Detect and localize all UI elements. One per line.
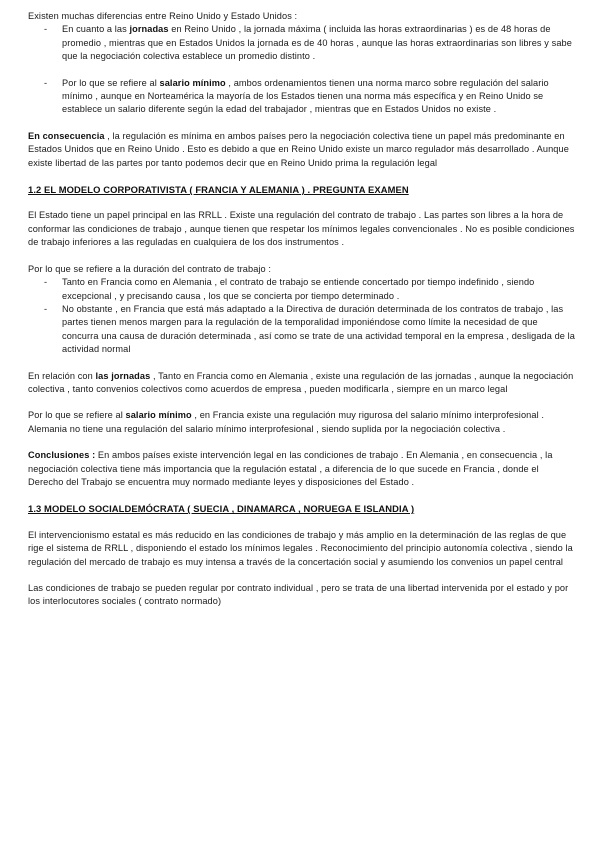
duracion-list [28, 276, 576, 356]
condiciones-paragraph: Las condiciones de trabajo se pueden regular por contrato individual , pero se trata de una libertad intervenida por el estado y por los interlocutores sociales ( contrato normado) [28, 583, 569, 607]
salario-paragraph: Por lo que se refiere al salario mínimo , en Francia existe una regulación muy rigurosa del salario mínimo interprofesional . Alemania no tiene una regulación del salario mínimo interprofesional , siendo suplida por la negociación colectiva . [28, 410, 545, 434]
list-item: - Tanto en Francia como en Alemania , el contrato de trabajo se entiende concertado por tiempo indefinido , siendo excepcional , y precisando causa , los que se concierta por tiempo determinado . [44, 277, 535, 301]
duracion-paragraph: Por lo que se refiere a la duración del contrato de trabajo : [28, 263, 272, 274]
list-item: - En cuanto a las jornadas en Reino Unido , la jornada máxima ( incluida las horas extraordinarias ) es de 48 horas de promedio , mientras que en Estados Unidos la jornada es de 40 horas , aunque las horas extraordinarias son libres y sabe que la negociación colectiva establece un promedio distinto . [44, 24, 572, 62]
estado-paragraph: El Estado tiene un papel principal en las RRLL . Existe una regulación del contrato de trabajo . Las partes son libres a la hora de conformar las condiciones de trabajo , aunque tienen que respetar los mínimos legales convencionales . No es posible condiciones de trabajo inferiores a las reguladas en cualquiera de los dos instrumentos . [28, 210, 575, 248]
dash-bullet: - [44, 77, 48, 88]
consecuencia-paragraph: En consecuencia , la regulación es mínima en ambos países pero la negociación colectiva tiene un papel más predominante en Estados Unidos que en Reino Unido . Esto es debido a que en Reino Unido existe un marco regulador más desarrollado . Aunque existe libertad de las partes por tanto podemos decir que en Reino Unido prima la regulación legal [28, 130, 569, 168]
list-item: - Por lo que se refiere al salario mínimo , ambos ordenamientos tienen una norma marco sobre regulación del salario mínimo , aunque en Norteamérica la mayoría de los Estados tienen una norma más específica y en Reino Unido se establece un salario diferente según la edad del trabajador , mientras que en Estados Unidos no existe . [44, 77, 549, 115]
dash-bullet: - [44, 277, 48, 288]
list-item: - No obstante , en Francia que está más adaptado a la Directiva de duración determinada de los contratos de trabajo , las partes tienen menos margen para la regulación de la temporalidad imponiéndose como límite la necesidad de que concurra una causa de duración determinada , así como se trate de una actividad temporal en la empresa , desligada de la actividad normal [44, 303, 576, 355]
conclusiones-paragraph: Conclusiones : En ambos países existe intervención legal en las condiciones de trabajo . En Alemania , en consecuencia , la negociación colectiva tiene más importancia que la regulación estatal , a diferencia de lo que sucede en Francia , donde el Derecho del Trabajo se encuentra muy normado mediante leyes y disposiciones del Estado . [28, 450, 553, 487]
intro-paragraph: Existen muchas diferencias entre Reino Unido y Estado Unidos : [28, 11, 298, 21]
section-heading-1-3: 1.3 MODELO SOCIALDEMÓCRATA ( SUECIA , DINAMARCA , NORUEGA E ISLANDIA ) [28, 503, 415, 515]
jornadas-paragraph: En relación con las jornadas , Tanto en Francia como en Alemania , existe una regulación de las jornadas , aunque la negociación colectiva , tanto convenios colectivos como acuerdos de empresa , pueden modificarla , siempre en un marco legal [28, 370, 574, 394]
dash-bullet: - [44, 303, 48, 314]
document-page [28, 10, 576, 609]
section-heading-1-2: 1.2 EL MODELO CORPORATIVISTA ( FRANCIA Y ALEMANIA ) . PREGUNTA EXAMEN [28, 184, 409, 196]
intervencionismo-paragraph: El intervencionismo estatal es más reducido en las condiciones de trabajo y más amplio en la determinación de las reglas de que rige el sistema de RRLL , disponiendo el estado los mínimos legales . Reconocimiento del principio autonomía colectiva , siendo la regulación del mercado de trabajo es muy intensa a través de la concertación social y asumiendo los convenios un papel central [28, 529, 573, 567]
uk-us-list [28, 23, 576, 116]
dash-bullet: - [44, 24, 48, 35]
